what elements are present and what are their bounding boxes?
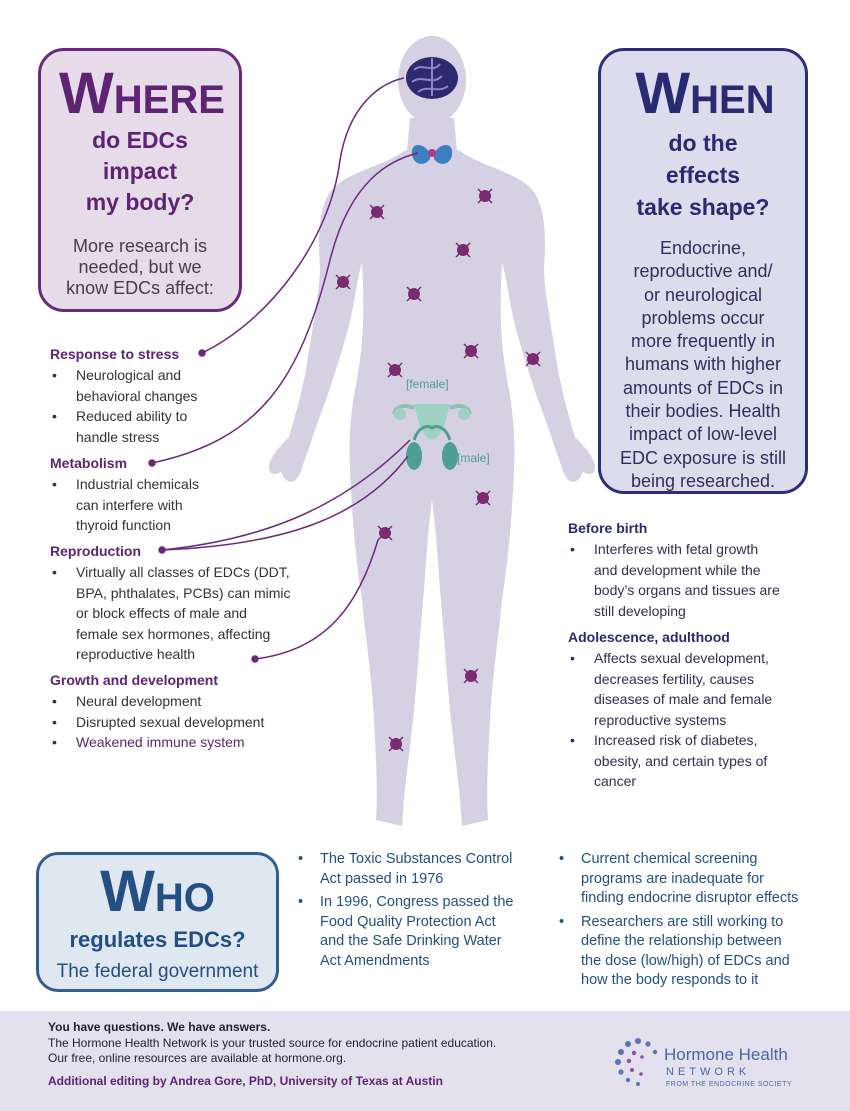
who-title: WHO [100,859,215,924]
where-intro: More research is needed, but we know EDCs affect: [66,236,214,298]
list-item: • Industrial chemicals can interfere with thyroid function [50,474,330,536]
who-box [36,852,279,992]
list-item: • Interferes with fetal growth and development while the body’s organs and tissues are still developing [568,539,818,621]
footer-credit: Additional editing by Andrea Gore, PhD, University of Texas at Austin [48,1074,443,1088]
logo-tagline: FROM THE ENDOCRINE SOCIETY [666,1081,793,1088]
regulation-list-research [557,850,827,995]
logo-name: Hormone Health [664,1045,788,1064]
footer [0,1011,850,1111]
list-item: • Weakened immune system [50,732,330,753]
list-item: • Disrupted sexual development [50,712,330,733]
when-title: WHEN [635,61,775,126]
brain-icon [406,57,458,99]
where-subtitle: do EDCs impact my body? [85,127,195,215]
section-reproduction [50,542,330,665]
list-item: • Reduced ability to handle stress [50,406,330,447]
when-subtitle: do the effects take shape? [636,130,770,220]
male-label: [male] [457,451,490,465]
list-item: • The Toxic Substances Control Act passed in 1976 [296,850,546,889]
list-item: • In 1996, Congress passed the Food Quality Protection Act and the Safe Drinking Water Act Amendments [296,893,546,971]
logo-network: NETWORK [666,1066,751,1078]
list-item: • Neural development [50,691,330,712]
section-adolescence-adulthood [568,628,818,792]
list-item: • Researchers are still working to define the relationship between the dose (low/high) of EDCs and how the body responds to it [557,913,827,991]
female-label: [female] [406,377,449,391]
section-heading: Adolescence, adulthood [568,629,730,645]
when-box [598,48,808,494]
list-item: • Neurological and behavioral changes [50,365,330,406]
section-heading: Response to stress [50,346,180,362]
list-item: • Affects sexual development, decreases fertility, causes diseases of male and female reproductive systems [568,648,818,730]
list-item: • Virtually all classes of EDCs (DDT, BPA, phthalates, PCBs) can mimic or block effects of male and female sex hormones, affecting reproductive health [50,562,330,665]
list-item: • Current chemical screening programs are inadequate for finding endocrine disruptor effects [557,850,827,909]
where-box [38,48,242,312]
list-item: • Increased risk of diabetes, obesity, and certain types of cancer [568,730,818,792]
regulation-list-laws [296,850,546,975]
section-before-birth [568,519,818,621]
section-heading: Before birth [568,520,648,536]
section-heading: Reproduction [50,543,141,559]
section-response-to-stress [50,345,330,447]
who-subtitle: regulates EDCs? [69,927,246,952]
section-heading: Metabolism [50,455,128,471]
when-description: Endocrine, reproductive and/ or neurological problems occur more frequently in humans with higher amounts of EDCs in their bodies. Health impact of low-level EDC exposure is still being researched. [619,238,787,491]
who-answer: The federal government [56,961,259,982]
section-heading: Growth and development [50,672,219,688]
section-growth-and-development [50,671,330,753]
footer-line-2: Our free, online resources are available at hormone.org. [48,1051,347,1065]
section-metabolism [50,454,330,536]
hormone-health-logo-icon [612,1033,664,1093]
where-title: WHERE [59,61,225,126]
footer-heading: You have questions. We have answers. [48,1020,271,1034]
footer-line-1: The Hormone Health Network is your trusted source for endocrine patient education. [48,1036,497,1050]
